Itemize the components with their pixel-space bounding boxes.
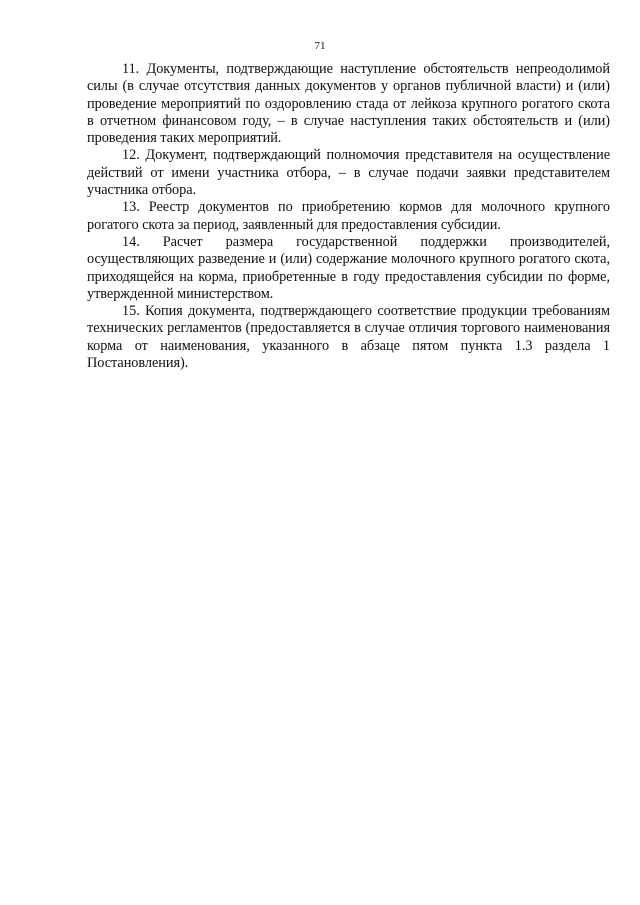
document-body <box>87 61 610 372</box>
paragraph-item-15: 15. Копия документа, подтверждающего соответствие продукции требованиям технических регламентов (предоставляется в случае отличия торгового наименования корма от наименования, указанного в абзаце пятом пункта 1.3 раздела 1 Постановления). <box>87 303 610 372</box>
paragraph-item-12: 12. Документ, подтверждающий полномочия представителя на осуществление действий от имени участника отбора, – в случае подачи заявки представителем участника отбора. <box>87 147 610 199</box>
paragraph-item-13: 13. Реестр документов по приобретению кормов для молочного крупного рогатого скота за период, заявленный для предоставления субсидии. <box>87 199 610 233</box>
paragraph-item-14: 14. Расчет размера государственной поддержки производителей, осуществляющих разведение и (или) содержание молочного крупного рогатого скота, приходящейся на корма, приобретенные в году предоставления субсидии по форме, утвержденной министерством. <box>87 233 610 302</box>
page-number: 71 <box>314 40 326 52</box>
paragraph-item-11: 11. Документы, подтверждающие наступление обстоятельств непреодолимой силы (в случае отсутствия данных документов у органов публичной власти) и (или) проведение мероприятий по оздоровлению стада от лейкоза крупного рогатого скота в отчетном финансовом году, – в случае наступления таких обстоятельств и (или) проведения таких мероприятий. <box>87 61 610 147</box>
